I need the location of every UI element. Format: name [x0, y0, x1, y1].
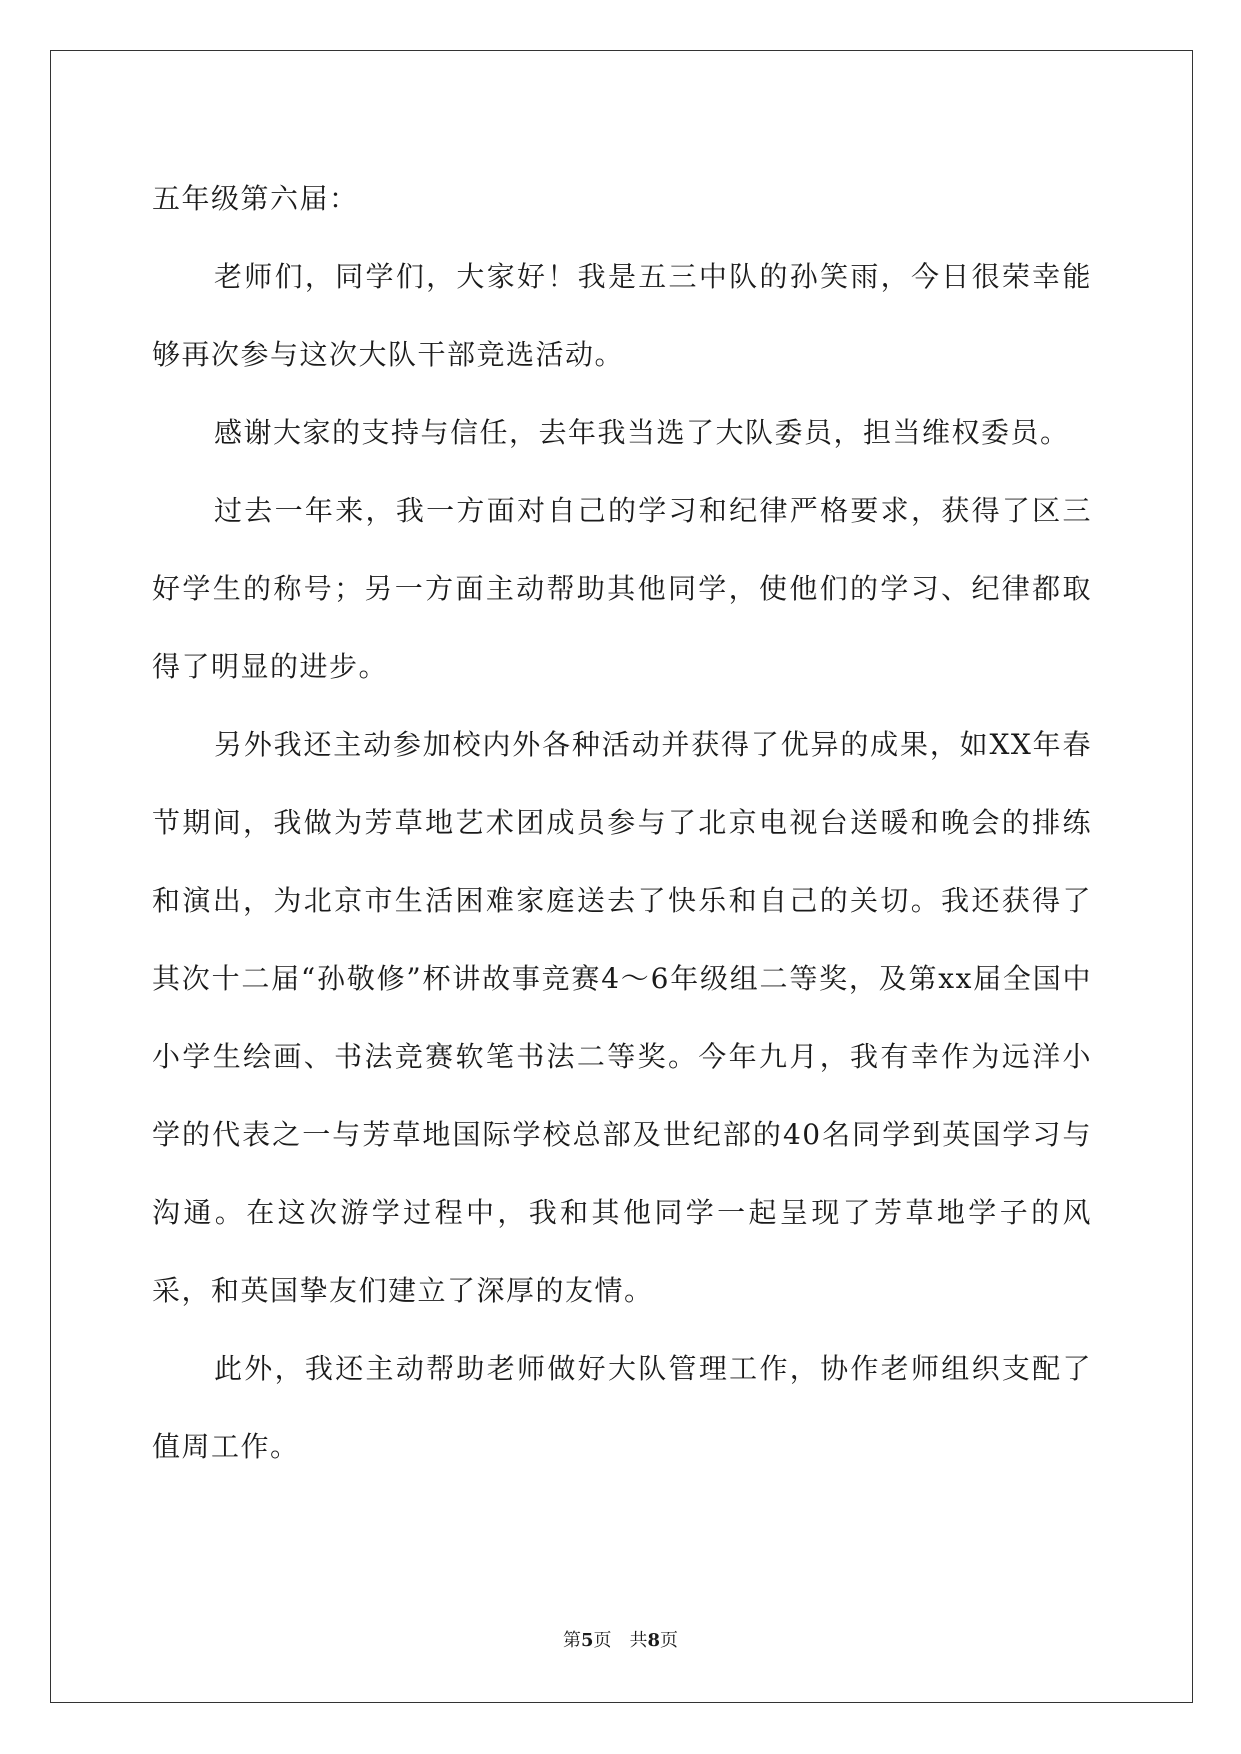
footer-suffix: 页 — [660, 1630, 679, 1651]
document-heading: 五年级第六届： — [152, 182, 359, 215]
total-page-number: 8 — [647, 1630, 661, 1651]
paragraph-greeting: 老师们，同学们，大家好！我是五三中队的孙笑雨，今日很荣幸能够再次参与这次大队干部竞选活动。 — [152, 260, 1092, 371]
page-footer — [0, 1626, 1241, 1652]
paragraph-past-year: 过去一年来，我一方面对自己的学习和纪律严格要求，获得了区三好学生的称号；另一方面主动帮助其他同学，使他们的学习、纪律都取得了明显的进步。 — [152, 494, 1092, 683]
paragraph-thanks: 感谢大家的支持与信任，去年我当选了大队委员，担当维权委员。 — [214, 416, 1070, 449]
paragraph-activities: 另外我还主动参加校内外各种活动并获得了优异的成果，如XX年春节期间，我做为芳草地艺术团成员参与了北京电视台送暖和晚会的排练和演出，为北京市生活困难家庭送去了快乐和自己的关切。我还获得了其次十二届“孙敬修”杯讲故事竞赛4～6年级组二等奖，及第xx届全国中小学生绘画、书法竞赛软笔书法二等奖。今年九月，我有幸作为远洋小学的代表之一与芳草地国际学校总部及世纪部的40名同学到英国学习与沟通。在这次游学过程中，我和其他同学一起呈现了芳草地学子的风采，和英国挚友们建立了深厚的友情。 — [152, 728, 1092, 1307]
document-body — [152, 160, 1092, 1486]
footer-prefix: 第 — [562, 1630, 581, 1651]
current-page-number: 5 — [580, 1630, 594, 1651]
paragraph-management: 此外，我还主动帮助老师做好大队管理工作，协作老师组织支配了值周工作。 — [152, 1352, 1092, 1463]
footer-middle: 页 共 — [593, 1630, 648, 1651]
